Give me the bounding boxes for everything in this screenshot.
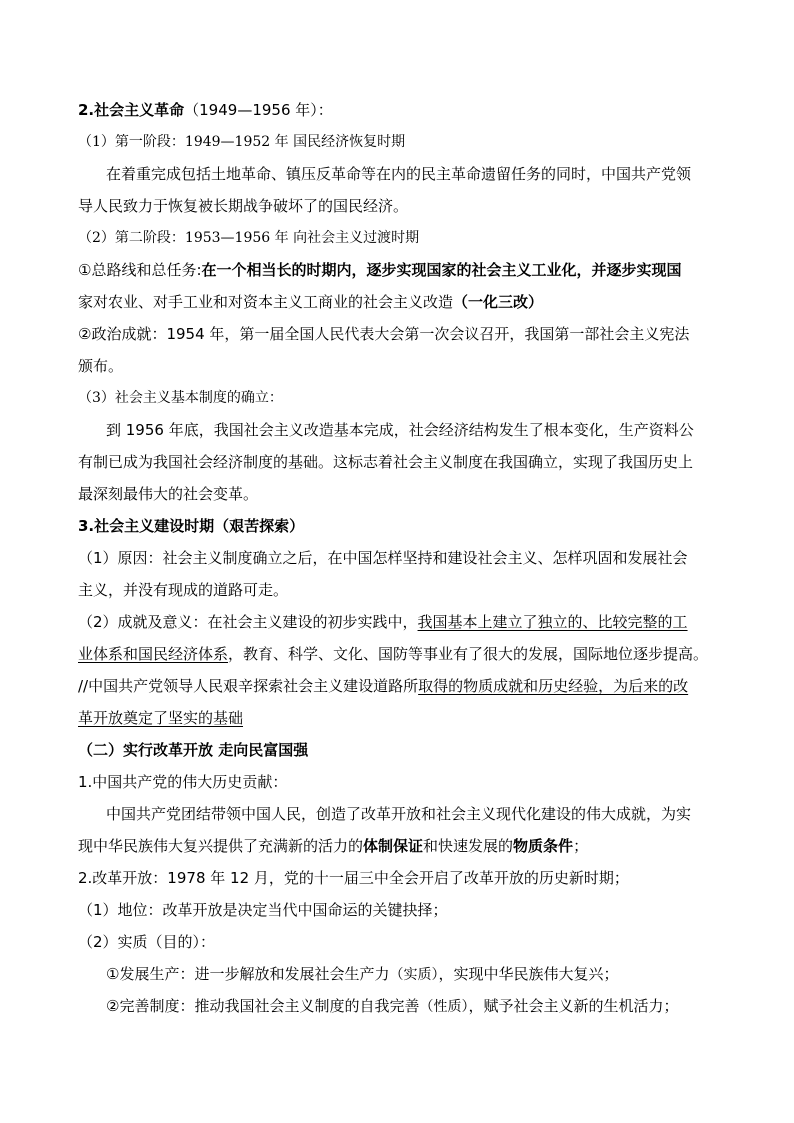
politics-line1: ②政治成就：1954 年，第一届全国人民代表大会第一次会议召开，我国第一部社会主义宪法: [78, 325, 690, 343]
result-line2-underlined: 业体系和国民经济体系: [78, 645, 229, 663]
part2-heading: （二）实行改革开放 走向民富国强: [78, 741, 309, 759]
stage3-line1: 到 1956 年底，我国社会主义改造基本完成，社会经济结构发生了根本变化，生产资料公: [106, 421, 694, 439]
result-line3-underlined: 取得的物质成就和历史经验，为后来的改: [418, 677, 689, 695]
contrib-line2-c: 和快速发展的: [423, 837, 514, 855]
section2-heading-rest: （1949—1956 年）：: [184, 101, 333, 119]
reason-line2: 主义，并没有现成的道路可走。: [78, 581, 289, 599]
contrib-line2-d: ；: [573, 837, 589, 855]
essence-line1-b: （实质）: [389, 967, 439, 983]
essence-line1-c: ，实现中华民族伟大复兴；: [438, 965, 619, 983]
result-line3: [78, 676, 688, 696]
contrib-line2-a: 现中华民族伟大复兴提供了充满新的活力的: [78, 837, 364, 855]
essence-line1: [106, 964, 618, 985]
politics-line2: 颁布。: [78, 357, 124, 375]
reform-heading: 2.改革开放：1978 年 12 月，党的十一届三中全会开启了改革开放的历史新时期；: [78, 869, 629, 887]
result-line2: [78, 644, 708, 664]
reason-line1: （1）原因：社会主义制度确立之后，在中国怎样坚持和建设社会主义、怎样巩固和发展社会: [78, 549, 688, 567]
essence-line1-a: ①发展生产：进一步解放和发展社会生产力: [106, 965, 390, 983]
stage1-heading: （1）第一阶段：1949—1952 年 国民经济恢复时期: [78, 134, 406, 150]
result-line1: [78, 612, 688, 632]
stage1-text-line1: 在着重完成包括土地革命、镇压反革命等在内的民主革命遗留任务的同时，中国共产党领: [106, 165, 692, 183]
result-line4: [78, 708, 243, 728]
essence-line2-b: （性质）: [419, 999, 469, 1015]
contrib-line2-b1: 体制保证: [363, 837, 424, 855]
route-line2: [78, 292, 543, 312]
contrib-line2-b2: 物质条件: [513, 837, 574, 855]
result-line4-underlined: 革开放奠定了坚实的基础: [78, 709, 244, 727]
route-text: 在一个相当长的时期内，逐步实现国家的社会主义工业化，并逐步实现国: [201, 261, 682, 279]
result-line2-b: ，教育、科学、文化、国防等事业有了很大的发展，国际地位逐步提高。: [228, 645, 709, 663]
stage1-text-line2: 导人民致力于恢复被长期战争破坏了的国民经济。: [78, 197, 409, 215]
result-line3-a: //中国共产党领导人民艰辛探索社会主义建设道路所: [78, 677, 419, 695]
section2-heading-bold: 2.社会主义革命: [78, 101, 185, 119]
section3-heading: 3.社会主义建设时期（艰苦探索）: [78, 517, 305, 535]
essence-line2-c: ，赋予社会主义新的生机活力；: [468, 997, 679, 1015]
stage3-line3: 最深刻最伟大的社会变革。: [78, 485, 259, 503]
route-line1: [78, 260, 682, 280]
contrib-heading: 1.中国共产党的伟大历史贡献：: [78, 773, 288, 791]
stage3-line2: 有制已成为我国社会经济制度的基础。这标志着社会主义制度在我国确立，实现了我国历史上: [78, 453, 694, 471]
route-label: ①总路线和总任务:: [78, 261, 202, 279]
essence-line2: [106, 996, 678, 1017]
result-line1-a: （2）成就及意义：在社会主义建设的初步实践中，: [78, 613, 418, 631]
contrib-line1: 中国共产党团结带领中国人民，创造了改革开放和社会主义现代化建设的伟大成就，为实: [106, 805, 692, 823]
contrib-line2: [78, 836, 588, 856]
result-line1-underlined: 我国基本上建立了独立的、比较完整的工: [417, 613, 688, 631]
essence-line2-a: ②完善制度：推动我国社会主义制度的自我完善: [106, 997, 420, 1015]
stage2-heading: （2）第二阶段：1953—1956 年 向社会主义过渡时期: [78, 230, 420, 246]
essence-heading: （2）实质（目的）：: [78, 933, 216, 951]
route-text-l2-bold: （一化三改）: [453, 293, 544, 311]
route-text-l2: 家对农业、对手工业和对资本主义工商业的社会主义改造: [78, 293, 454, 311]
section2-heading: [78, 100, 333, 120]
stage3-heading: （3）社会主义基本制度的确立：: [78, 390, 283, 406]
status-line: （1）地位：改革开放是决定当代中国命运的关键抉择；: [78, 901, 448, 919]
